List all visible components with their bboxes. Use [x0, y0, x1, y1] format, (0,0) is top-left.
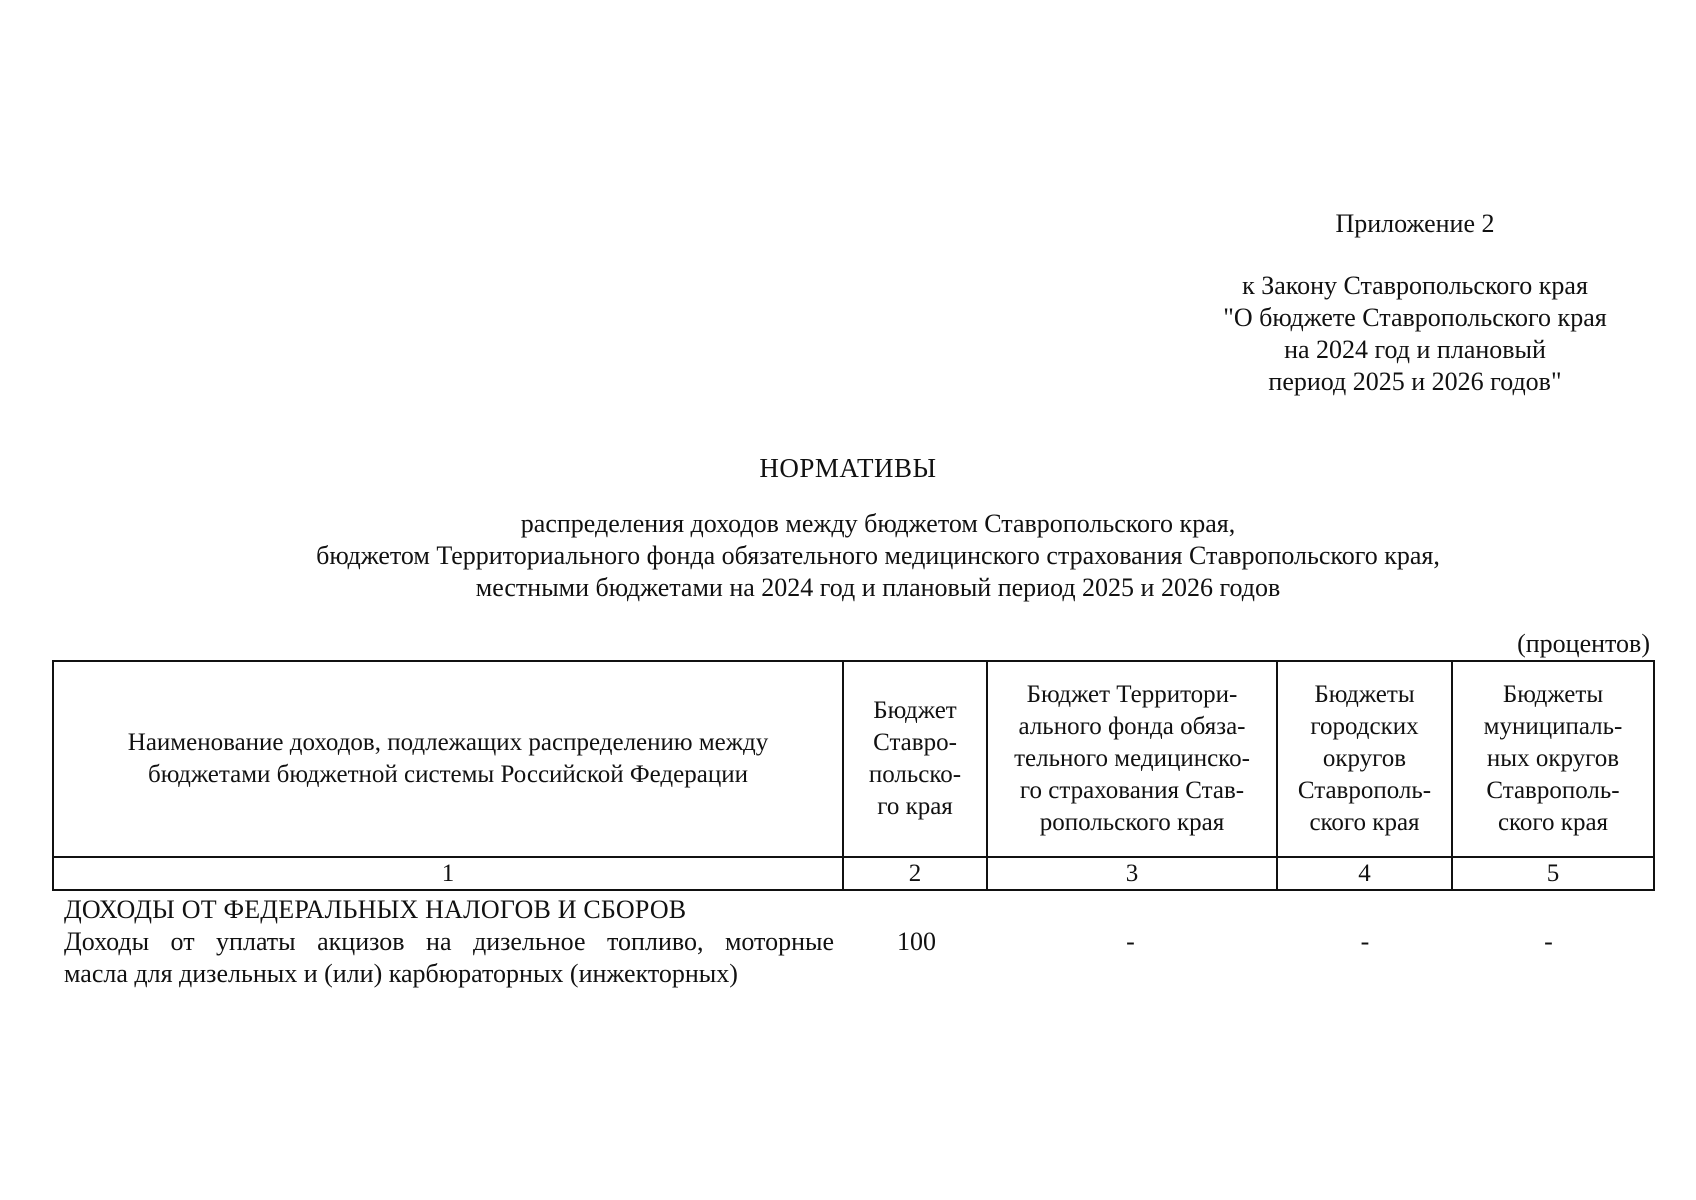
- row-value-municipal-districts-budgets: -: [1544, 927, 1553, 956]
- column-number: 3: [987, 857, 1277, 890]
- header-line: бюджетами бюджетной системы Российской Федерации: [148, 761, 748, 788]
- table-row: [64, 926, 1664, 992]
- appendix-ref-line: "О бюджете Ставропольского края: [1223, 303, 1607, 332]
- header-line: Бюджеты: [1502, 681, 1604, 708]
- units-label: (процентов): [1517, 629, 1650, 658]
- header-line: польско-: [868, 761, 962, 788]
- section-heading: ДОХОДЫ ОТ ФЕДЕРАЛЬНЫХ НАЛОГОВ И СБОРОВ: [64, 895, 687, 924]
- column-header-medical-fund-budget: [987, 661, 1277, 857]
- header-line: Ставро-: [873, 729, 957, 756]
- table-body-content: [64, 894, 1664, 992]
- table-header-row: [53, 661, 1654, 857]
- header-line: Бюджеты: [1314, 681, 1415, 708]
- row-value-medical-fund-budget: -: [1126, 927, 1135, 956]
- column-number: 2: [843, 857, 987, 890]
- header-line: Ставрополь-: [1486, 777, 1620, 804]
- header-line: Ставрополь-: [1297, 777, 1432, 804]
- header-line: Бюджет Территори-: [1026, 681, 1238, 708]
- header-line: ных округов: [1486, 745, 1620, 772]
- header-line: го страхования Став-: [1019, 777, 1245, 804]
- header-line: ского края: [1309, 809, 1420, 836]
- row-name-line: масла для дизельных и (или) карбюраторных (инжекторных): [64, 959, 738, 988]
- document-title: НОРМАТИВЫ: [759, 453, 937, 483]
- header-line: муниципаль-: [1483, 713, 1623, 740]
- column-number: 1: [53, 857, 843, 890]
- appendix-ref-line: на 2024 год и плановый: [1284, 335, 1546, 364]
- header-line: Наименование доходов, подлежащих распределению между: [127, 729, 769, 756]
- appendix-title: Приложение 2: [1335, 209, 1495, 238]
- column-header-municipal-districts-budgets: [1452, 661, 1654, 857]
- norms-table: [52, 660, 1655, 891]
- header-line: тельного медицинско-: [1014, 745, 1250, 772]
- subtitle-line: бюджетом Территориального фонда обязательного медицинского страхования Ставропольского края,: [316, 541, 1440, 570]
- column-number-row: [53, 857, 1654, 890]
- header-line: ального фонда обяза-: [1018, 713, 1246, 740]
- column-header-stavropol-budget: [843, 661, 987, 857]
- header-line: городских: [1310, 713, 1419, 740]
- appendix-ref-line: период 2025 и 2026 годов": [1268, 367, 1562, 396]
- appendix-ref-line: к Закону Ставропольского края: [1242, 271, 1588, 300]
- column-number: 5: [1452, 857, 1654, 890]
- subtitle-line: местными бюджетами на 2024 год и плановый период 2025 и 2026 годов: [475, 573, 1281, 602]
- header-line: округов: [1322, 745, 1407, 772]
- row-name-line: Доходы от уплаты акцизов на дизельное топливо, моторные: [64, 927, 834, 956]
- row-value-stavropol-budget: 100: [897, 927, 936, 956]
- header-line: Бюджет: [873, 697, 957, 724]
- appendix-law-reference: [1185, 270, 1645, 398]
- subtitle-line: распределения доходов между бюджетом Ставропольского края,: [520, 509, 1236, 538]
- header-line: ского края: [1497, 809, 1609, 836]
- document-subtitle: [0, 508, 1696, 604]
- row-income-name: [64, 926, 834, 990]
- column-number: 4: [1277, 857, 1452, 890]
- header-line: ропольского края: [1039, 809, 1225, 836]
- header-line: го края: [877, 793, 953, 820]
- column-header-city-districts-budgets: [1277, 661, 1452, 857]
- column-header-income-name: [53, 661, 843, 857]
- row-value-city-districts-budgets: -: [1360, 927, 1370, 956]
